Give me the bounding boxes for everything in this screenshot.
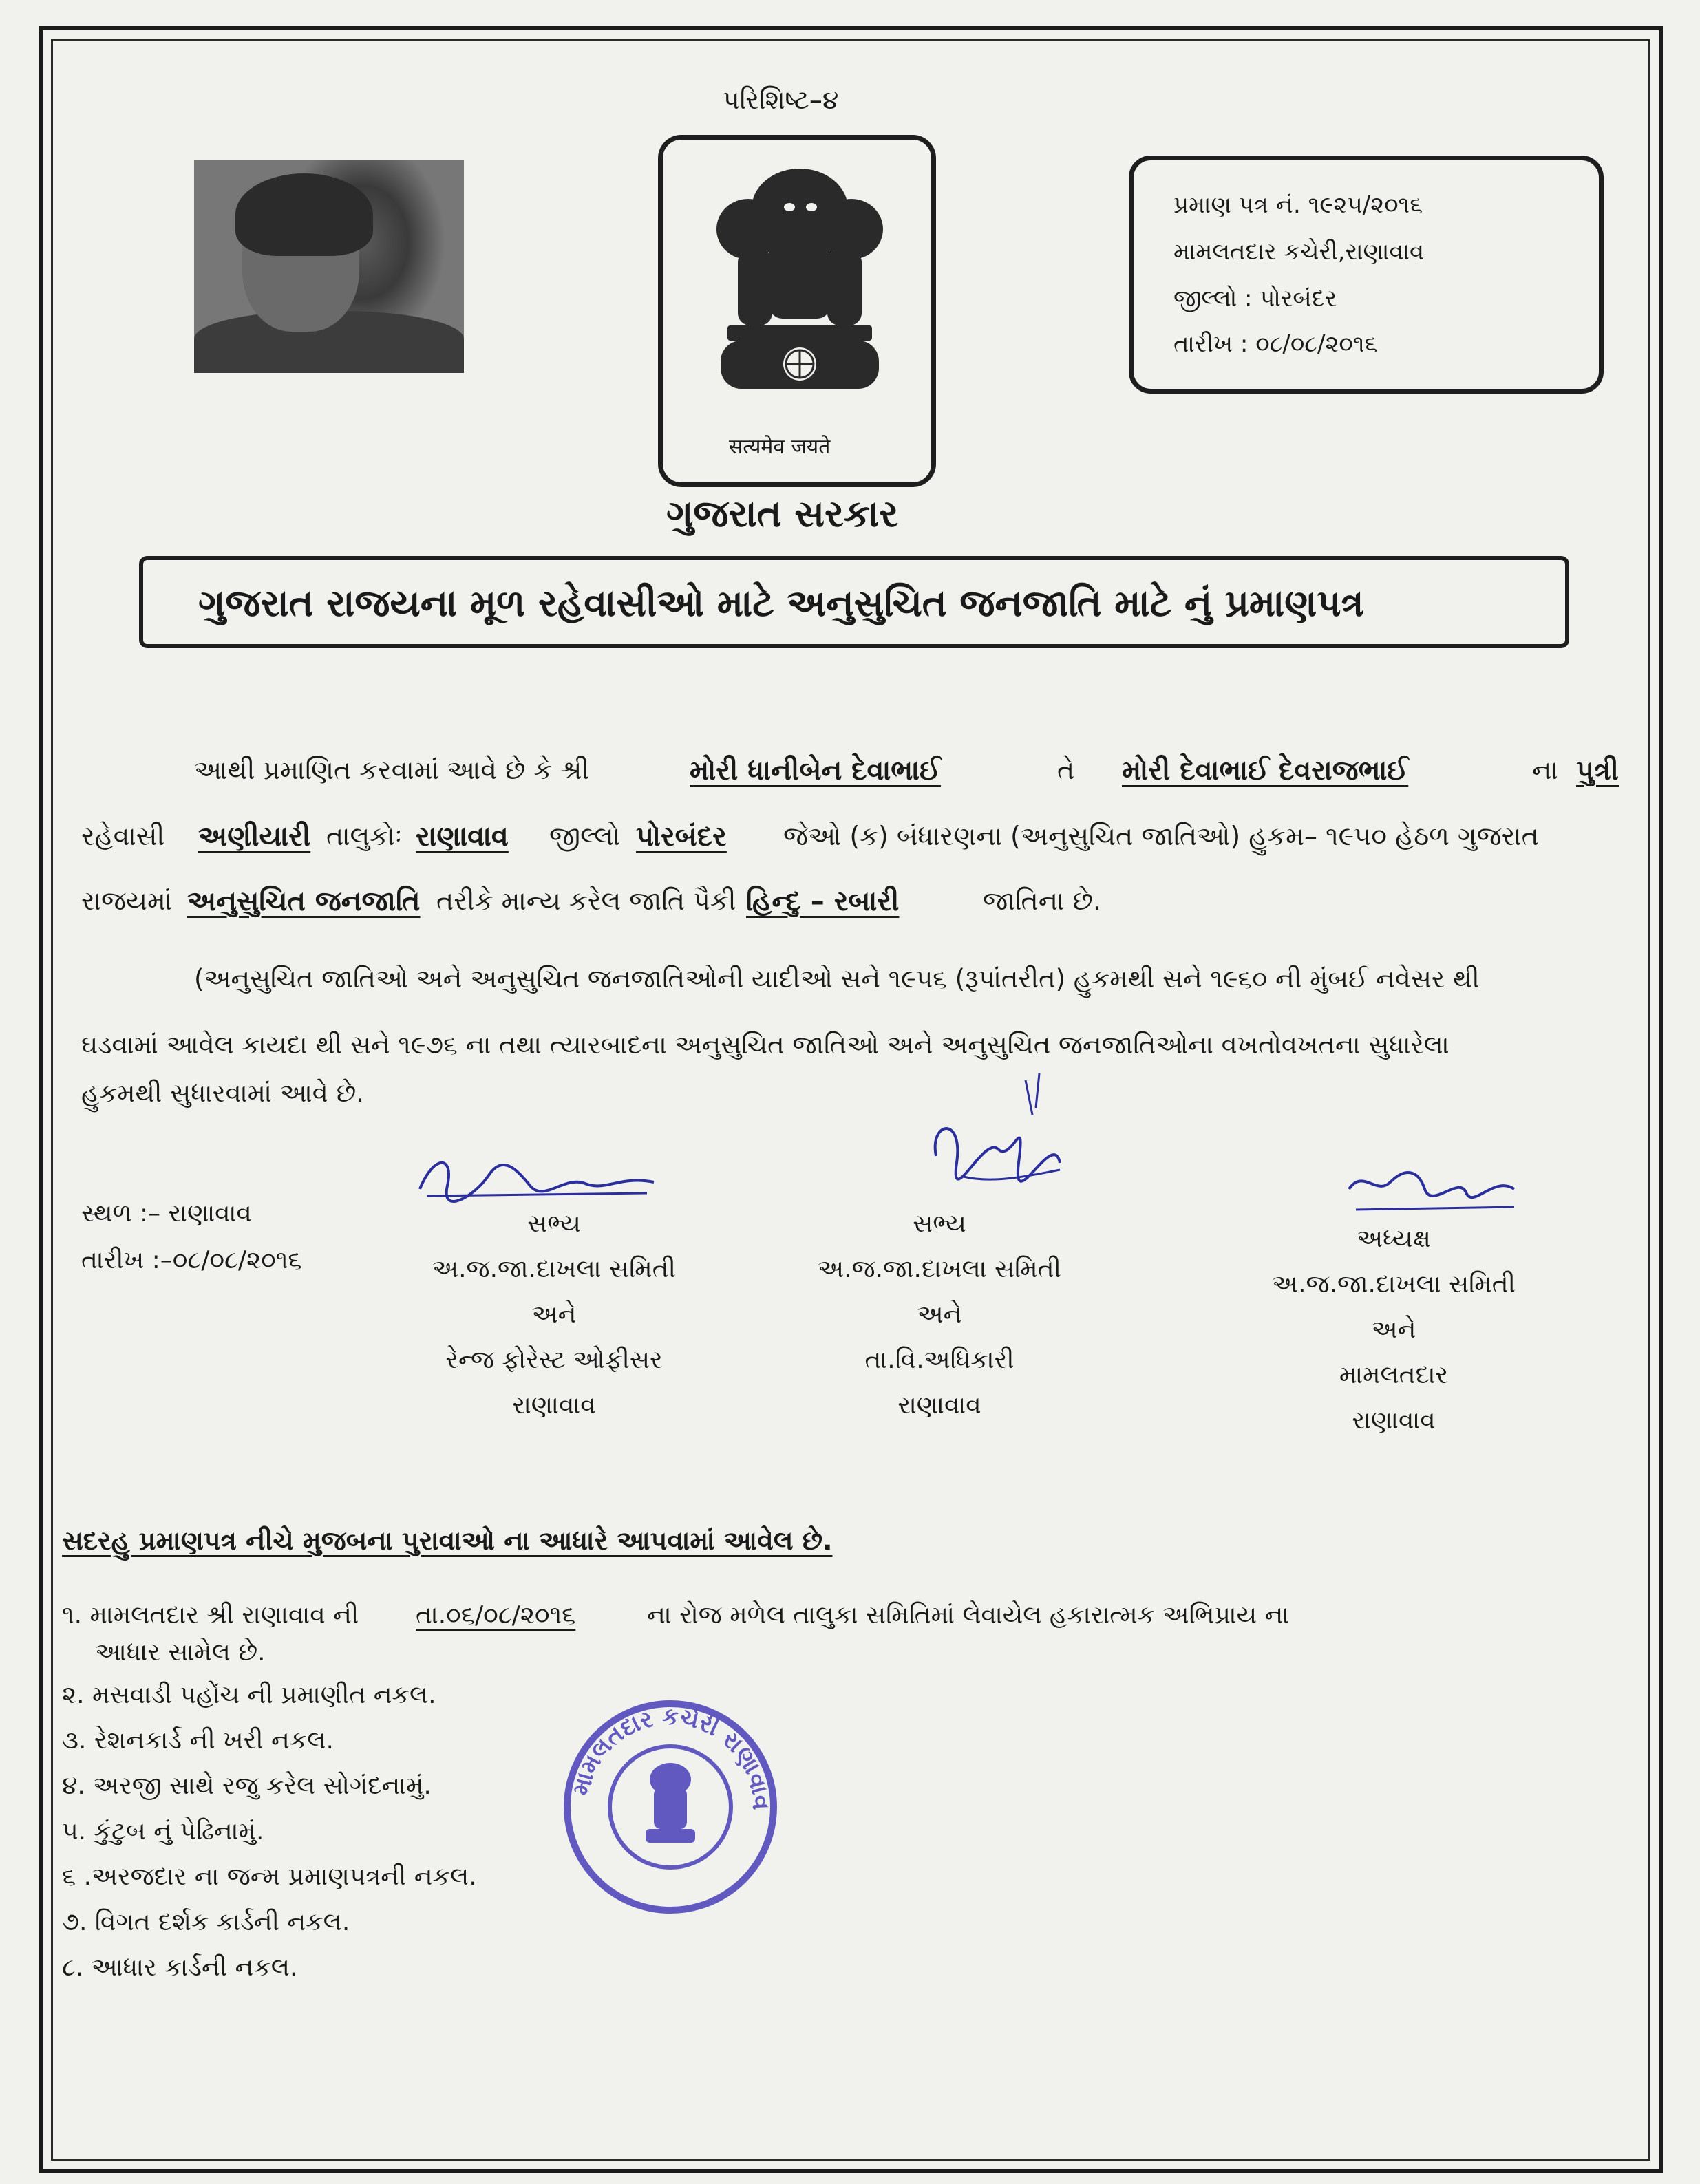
signature-3	[1342, 1161, 1521, 1223]
emblem-frame	[658, 135, 936, 487]
evidence-item: ૮. આધાર કાર્ડની નકલ.	[62, 1953, 298, 1982]
evidence-item: ૨. મસવાડી પહોંચ ની પ્રમાણીત નકલ.	[62, 1681, 436, 1709]
evidence-item-1-cont: આધાર સામેલ છે.	[95, 1638, 266, 1667]
signatory-and: અને	[1371, 1316, 1416, 1344]
signatory-place: રાણાવાવ	[1352, 1406, 1436, 1435]
signature-1	[413, 1148, 661, 1210]
signatory-post: તા.વિ.અધિકારી	[864, 1346, 1014, 1374]
signatory-role: સભ્ય	[527, 1210, 581, 1238]
certificate-number: પ્રમાણ પત્ર નં. ૧૯૨૫/૨૦૧૬	[1173, 191, 1423, 219]
applicant-photo	[194, 160, 464, 363]
note-line-1: (અનુસુચિત જાતિઓ અને અનુસુચિત જનજાતિઓની યાદીઓ સને ૧૯૫૬ (રૂપાંતરીત) હુકમથી સને ૧૯૬૦ ની મુંબઈ નવેસર થી	[194, 964, 1480, 994]
issuing-district: જીલ્લો : પોરબંદર	[1173, 285, 1337, 312]
body-line3-end: જાતિના છે.	[983, 886, 1101, 916]
issuer-name: ગુજરાત સરકાર	[666, 492, 899, 535]
body-na: ના	[1532, 755, 1558, 785]
signatory-post: મામલતદાર	[1339, 1361, 1449, 1389]
signatory-committee: અ.જ.જા.દાખલા સમિતી	[1272, 1270, 1516, 1298]
evidence-item-1-date: તા.૦૬/૦૮/૨૦૧૬	[416, 1601, 576, 1629]
district-name: પોરબંદર	[636, 821, 727, 853]
signatory-and: અને	[917, 1300, 962, 1329]
place-label: સ્થળ :– રાણાવાવ	[81, 1199, 252, 1228]
signatory-role: સભ્ય	[913, 1210, 966, 1238]
signatory-3	[1239, 1217, 1549, 1444]
body-line3-mid: તરીકે માન્ય કરેલ જાતિ પૈકી	[436, 886, 736, 916]
emblem-motto: सत्यमेव जयते	[729, 435, 831, 459]
appendix-label: પરિશિષ્ટ–૪	[723, 85, 839, 115]
note-line-3: હુકમથી સુધારવામાં આવે છે.	[81, 1078, 364, 1108]
village-name: અણીયારી	[198, 821, 311, 853]
evidence-item: ૭. વિગત દર્શક કાર્ડની નકલ.	[62, 1908, 350, 1936]
signatory-1	[399, 1201, 709, 1428]
signature-2	[922, 1067, 1074, 1204]
body-district-label: જીલ્લો	[549, 821, 621, 851]
signatory-role: અધ્યક્ષ	[1357, 1225, 1431, 1253]
body-te: તે	[1057, 755, 1075, 785]
evidence-item-1-pre: ૧. મામલતદાર શ્રી રાણાવાવ ની	[62, 1601, 359, 1629]
father-name: મોરી દેવાભાઈ દેવરાજભાઈ	[1122, 755, 1409, 786]
evidence-item: ૩. રેશનકાર્ડ ની ખરી નકલ.	[62, 1726, 334, 1755]
signatory-post: રેન્જ ફોરેસ્ટ ઓફીસર	[445, 1346, 663, 1374]
certificate-title: ગુજરાત રાજયના મૂળ રહેવાસીઓ માટે અનુસુચિત જનજાતિ માટે નું પ્રમાણપત્ર	[198, 581, 1364, 625]
body-taluka-label: તાલુકોઃ	[326, 821, 403, 851]
category: અનુસુચિત જનજાતિ	[187, 886, 421, 917]
relation: પુત્રી	[1576, 755, 1619, 786]
evidence-item: ૬ .અરજદાર ના જન્મ પ્રમાણપત્રની નકલ.	[62, 1863, 477, 1891]
evidence-item: ૫. કુંટુબ નું પેઢિનામું.	[62, 1817, 264, 1845]
note-line-2: ઘડવામાં આવેલ કાયદા થી સને ૧૯૭૬ ના તથા ત્યારબાદના અનુસુચિત જાતિઓ અને અનુસુચિત જનજાતિઓના વખતોવખતના સુધારેલા	[81, 1030, 1449, 1060]
ashoka-emblem-icon	[666, 153, 934, 401]
signatory-2	[785, 1201, 1094, 1428]
applicant-name: મોરી ધાનીબેન દેવાભાઈ	[690, 755, 941, 786]
signatory-committee: અ.જ.જા.દાખલા સમિતી	[818, 1255, 1061, 1283]
body-resident: રહેવાસી	[81, 821, 165, 851]
evidence-item-1-post: ના રોજ મળેલ તાલુકા સમિતિમાં લેવાયેલ હકારાત્મક અભિપ્રાય ના	[647, 1601, 1290, 1629]
evidence-item: ૪. અરજી સાથે રજુ કરેલ સોગંદનામું.	[62, 1772, 432, 1800]
signatory-place: રાણાવાવ	[897, 1391, 981, 1420]
signatory-and: અને	[531, 1300, 577, 1329]
body-intro: આથી પ્રમાણિત કરવામાં આવે છે કે શ્રી	[194, 755, 590, 785]
stamp-text: મામલતદાર કચેરી રાણાવાવ	[566, 1702, 775, 1811]
taluka-name: રાણાવાવ	[416, 821, 509, 853]
caste: હિન્દુ – રબારી	[746, 886, 900, 917]
body-state: રાજયમાં	[81, 886, 173, 916]
issuing-office: મામલતદાર કચેરી,રાણાવાવ	[1173, 238, 1425, 266]
signatory-place: રાણાવાવ	[512, 1391, 596, 1420]
evidence-heading: સદરહુ પ્રમાણપત્ર નીચે મુજબના પુરાવાઓ ના આધારે આપવામાં આવેલ છે.	[62, 1525, 833, 1556]
signatory-committee: અ.જ.જા.દાખલા સમિતી	[432, 1255, 676, 1283]
date-label: તારીખ :–૦૮/૦૮/૨૦૧૬	[81, 1246, 302, 1274]
certificate-info-box	[1129, 156, 1604, 394]
title-box	[139, 556, 1569, 648]
issue-date: તારીખ : ૦૮/૦૮/૨૦૧૬	[1173, 330, 1378, 358]
body-line2-rest: જેઓ (ક) બંધારણના (અનુસુચિત જાતિઓ) હુકમ– ૧૯૫૦ હેઠળ ગુજરાત	[783, 821, 1539, 851]
official-stamp	[560, 1697, 780, 1917]
